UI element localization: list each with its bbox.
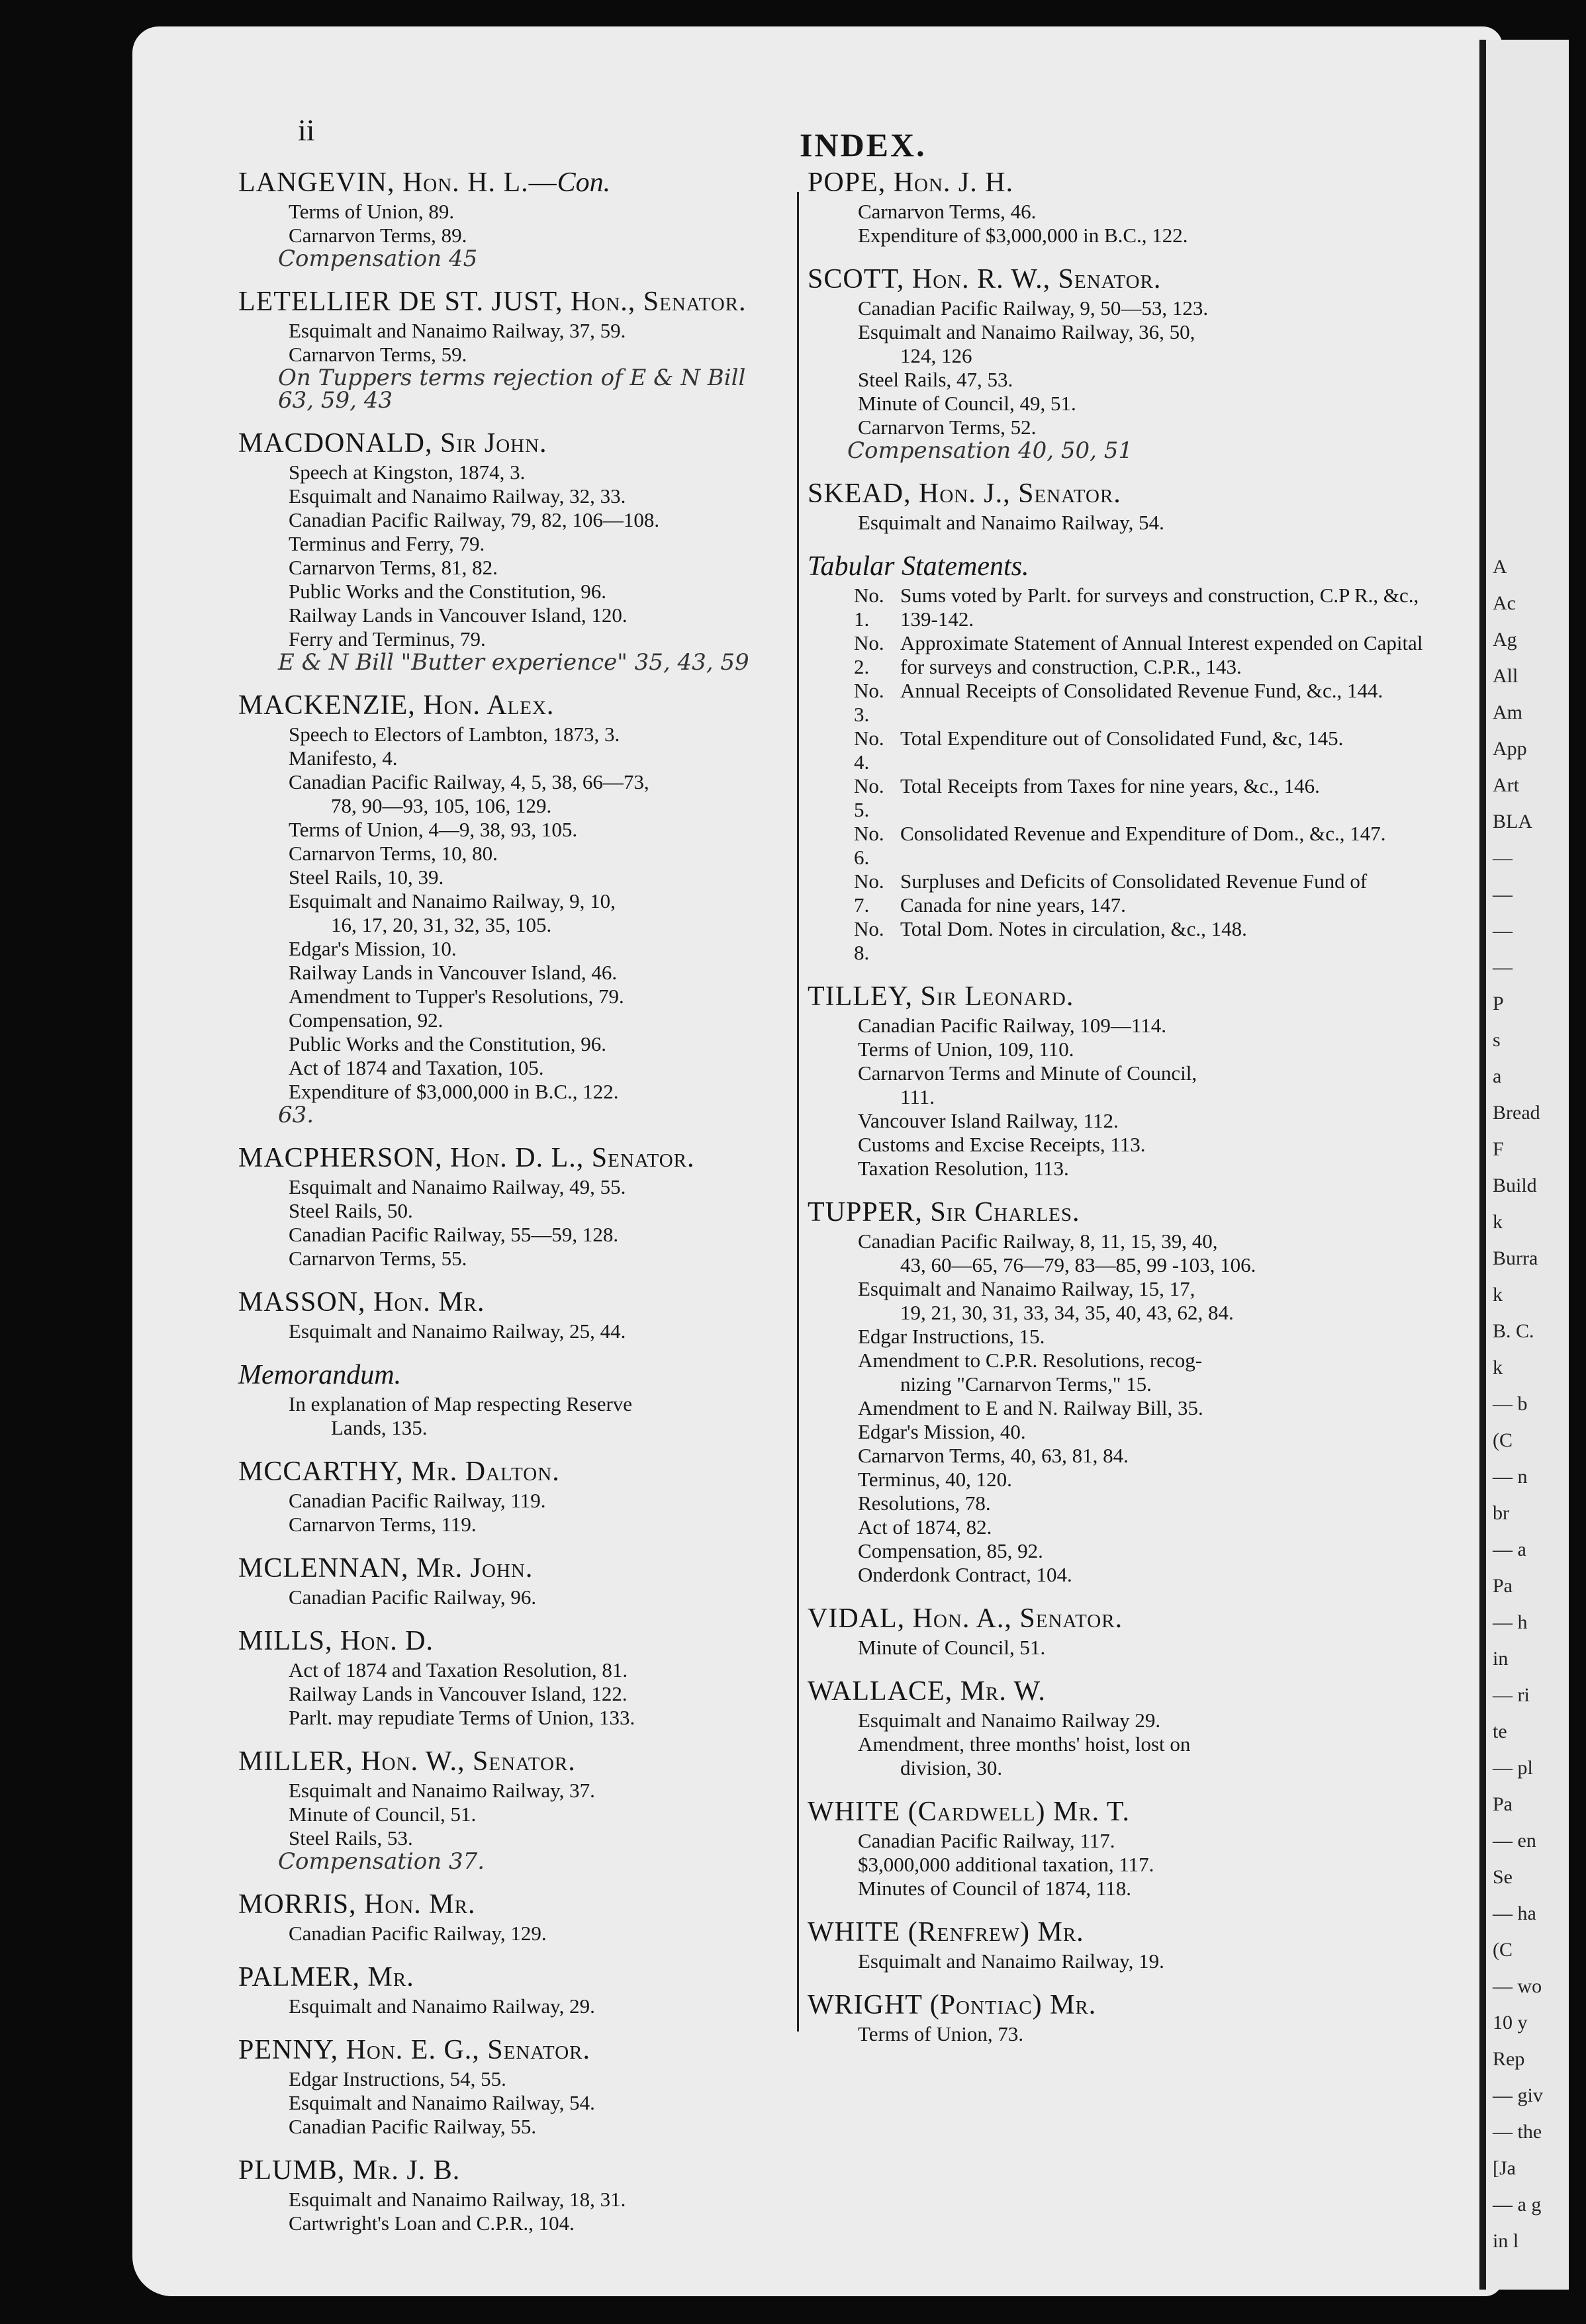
edge-fragment: — a [1493,1539,1526,1560]
statement-number: No. 1. [854,584,884,631]
entry-heading [808,1195,1430,1229]
entry-heading [238,165,834,200]
entry-subitem: 19, 21, 30, 31, 33, 34, 35, 40, 43, 62, 84. [900,1301,1234,1324]
entry-subitem: Carnarvon Terms, 89. [289,224,467,247]
entry-heading [238,1624,834,1658]
entry-continued: Con. [557,167,611,198]
edge-fragment: [Ja [1493,2157,1516,2179]
entry-name: MACDONALD, Sir John. [238,428,547,459]
edge-fragment: — ri [1493,1684,1530,1706]
entry-name: MILLS, Hon. D. [238,1626,434,1656]
entry-subitem: Canadian Pacific Railway, 55. [289,2115,537,2138]
tabular-statement [808,774,1430,822]
entry-heading [238,1285,834,1319]
statement-text: Total Receipts from Taxes for nine years, &c., 146. [900,774,1320,797]
entry-subitem: Esquimalt and Nanaimo Railway, 49, 55. [289,1175,626,1198]
edge-fragment: — a g [1493,2194,1542,2215]
entry-name: PALMER, Mr. [238,1962,414,1992]
entry-subitem: Edgar's Mission, 40. [858,1420,1026,1443]
entry-name: LANGEVIN, Hon. H. L.— [238,167,557,198]
entry-subitem: Canadian Pacific Railway, 129. [289,1922,547,1945]
entry-subitem: 124, 126 [900,344,972,367]
entry-subitem: Cartwright's Loan and C.P.R., 104. [289,2212,575,2235]
entry-subitem: Minute of Council, 51. [858,1636,1046,1659]
entry-name: WRIGHT (Pontiac) Mr. [808,1990,1097,2020]
edge-fragment: All [1493,665,1518,687]
entry-heading [238,688,834,723]
index-entry [238,1551,834,1609]
index-entry [808,1988,1430,2046]
entry-subitem: Esquimalt and Nanaimo Railway, 19. [858,1949,1164,1973]
entry-subitem: Minute of Council, 51. [289,1803,477,1826]
entry-subitem: Amendment to C.P.R. Resolutions, recog- [858,1349,1203,1372]
entry-subitem: Esquimalt and Nanaimo Railway, 32, 33. [289,484,626,508]
handwritten-annotation: Compensation 45 [278,246,478,272]
entry-name: PLUMB, Mr. J. B. [238,2155,461,2186]
entry-subitem: division, 30. [900,1756,1003,1779]
statement-text: Sums voted by Parlt. for surveys and construction, C.P R., &c., 139-142. [900,584,1419,631]
statement-number: No. 6. [854,822,884,869]
entry-name: WHITE (Renfrew) Mr. [808,1917,1084,1947]
index-entry [808,1195,1430,1587]
edge-fragment: Pa [1493,1793,1513,1815]
entry-subitem: Amendment to Tupper's Resolutions, 79. [289,985,624,1008]
entry-name: Memorandum. [238,1360,402,1390]
entry-name: VIDAL, Hon. A., Senator. [808,1603,1123,1634]
edge-fragment: BLA [1493,811,1532,832]
edge-fragment: k [1493,1211,1503,1233]
edge-fragment: — wo [1493,1975,1542,1997]
edge-fragment: F [1493,1138,1504,1160]
index-entry [808,1601,1430,1660]
entry-subitem: Terms of Union, 4—9, 38, 93, 105. [289,818,578,841]
entry-name: MASSON, Hon. Mr. [238,1287,485,1318]
entry-name: PENNY, Hon. E. G., Senator. [238,2035,591,2065]
tabular-statement [808,822,1430,870]
statement-text: Total Expenditure out of Consolidated Fund, &c, 145. [900,727,1344,750]
edge-fragment: s [1493,1029,1501,1051]
entry-subitem: Public Works and the Constitution, 96. [289,580,607,603]
entry-subitem: Terms of Union, 73. [858,2022,1024,2045]
entry-subitem: Carnarvon Terms, 81, 82. [289,556,498,579]
entry-subitem: 43, 60—65, 76—79, 83—85, 99 -103, 106. [900,1253,1256,1276]
index-entry [808,979,1430,1181]
entry-subitem: Compensation, 92. [289,1008,443,1032]
entry-name: LETELLIER DE ST. JUST, Hon., Senator. [238,287,747,317]
entry-subitem: nizing "Carnarvon Terms," 15. [900,1372,1152,1396]
edge-fragment: Burra [1493,1247,1538,1269]
entry-heading [808,476,1430,511]
statement-number: No. 3. [854,679,884,726]
entry-subitem: Canadian Pacific Railway, 4, 5, 38, 66—73, [289,770,649,793]
statement-text: Approximate Statement of Annual Interest expended on Capital for surveys and construction, C.P.R., 143. [900,631,1423,678]
entry-name: TUPPER, Sir Charles. [808,1197,1080,1228]
entry-heading [238,1887,834,1922]
entry-subitem: Compensation, 85, 92. [858,1539,1043,1562]
edge-fragment: (C [1493,1429,1513,1451]
handwritten-annotation: E & N Bill "Butter experience" 35, 43, 59 [278,649,749,676]
index-entry [238,426,834,674]
entry-subitem: Carnarvon Terms, 10, 80. [289,842,498,865]
entry-name: SCOTT, Hon. R. W., Senator. [808,264,1162,294]
tabular-statement [808,679,1430,727]
edge-fragment: Pa [1493,1575,1513,1597]
entry-subitem: Esquimalt and Nanaimo Railway, 54. [289,2091,595,2114]
tabular-statement [808,584,1430,631]
edge-fragment: — ha [1493,1902,1536,1924]
entry-name: WHITE (Cardwell) Mr. T. [808,1797,1130,1827]
edge-fragment: App [1493,738,1527,760]
entry-subitem: Terminus, 40, 120. [858,1468,1012,1491]
entry-subitem: Railway Lands in Vancouver Island, 120. [289,603,628,627]
index-entry [238,1285,834,1343]
entry-heading [808,1674,1430,1709]
statement-text: Annual Receipts of Consolidated Revenue Fund, &c., 144. [900,679,1383,702]
entry-name: Tabular Statements. [808,551,1029,582]
edge-fragment: Ac [1493,592,1516,614]
edge-fragment: br [1493,1502,1509,1524]
entry-subitem: In explanation of Map respecting Reserve [289,1392,633,1415]
entry-subitem: Steel Rails, 47, 53. [858,368,1013,391]
statement-number: No. 7. [854,870,884,916]
entry-subitem: Esquimalt and Nanaimo Railway, 29. [289,1994,595,2018]
handwritten-annotation: 63, 59, 43 [278,387,393,414]
entry-subitem: Act of 1874 and Taxation, 105. [289,1056,544,1079]
handwritten-annotation: Compensation 40, 50, 51 [847,437,1133,464]
index-entry [238,1454,834,1537]
entry-subitem: Steel Rails, 10, 39. [289,866,444,889]
edge-fragment: Am [1493,701,1522,723]
entry-subitem: Public Works and the Constitution, 96. [289,1032,607,1055]
entry-heading [808,979,1430,1014]
entry-subitem: Edgar's Mission, 10. [289,937,457,960]
entry-subitem: Act of 1874 and Taxation Resolution, 81. [289,1658,628,1681]
statement-text: Surpluses and Deficits of Consolidated Revenue Fund of Canada for nine years, 147. [900,870,1368,916]
entry-subitem: Canadian Pacific Railway, 119. [289,1489,546,1512]
entry-subitem: Onderdonk Contract, 104. [858,1563,1072,1586]
entry-subitem: Railway Lands in Vancouver Island, 122. [289,1682,628,1705]
statement-text: Total Dom. Notes in circulation, &c., 148. [900,917,1247,940]
index-entry [238,1141,834,1271]
statement-number: No. 8. [854,917,884,964]
index-column-left [238,165,834,2250]
entry-subitem: Esquimalt and Nanaimo Railway, 9, 10, [289,889,616,913]
entry-subitem: Carnarvon Terms, 46. [858,200,1037,223]
index-entry [238,1624,834,1730]
edge-fragment: — h [1493,1611,1528,1633]
edge-fragment: — [1493,847,1513,869]
entry-heading [808,1795,1430,1829]
entry-subitem: Steel Rails, 53. [289,1826,413,1850]
entry-subitem: Canadian Pacific Railway, 117. [858,1829,1115,1852]
entry-subitem: Steel Rails, 50. [289,1199,413,1222]
edge-fragment: B. C. [1493,1320,1534,1342]
index-entry [808,549,1430,965]
entry-subitem: Customs and Excise Receipts, 113. [858,1133,1146,1156]
entry-subitem: Terms of Union, 89. [289,200,455,223]
entry-name: POPE, Hon. J. H. [808,167,1014,198]
index-entry [238,2153,834,2235]
entry-subitem: Expenditure of $3,000,000 in B.C., 122. [858,224,1188,247]
entry-subitem: Esquimalt and Nanaimo Railway, 36, 50, [858,320,1195,343]
entry-subitem: Canadian Pacific Railway, 109—114. [858,1014,1167,1037]
entry-subitem: Expenditure of $3,000,000 in B.C., 122. [289,1080,619,1103]
index-entry [808,262,1430,462]
entry-subitem: Act of 1874, 82. [858,1515,992,1539]
entry-subitem: Canadian Pacific Railway, 9, 50—53, 123. [858,296,1209,320]
index-entry [808,1674,1430,1780]
entry-subitem: Terms of Union, 109, 110. [858,1038,1074,1061]
index-entry [238,165,834,270]
entry-subitem: Canadian Pacific Railway, 55—59, 128. [289,1223,619,1246]
entry-subitem: Railway Lands in Vancouver Island, 46. [289,961,618,984]
entry-subitem: 111. [900,1085,935,1108]
entry-name: TILLEY, Sir Leonard. [808,981,1074,1012]
edge-fragment: Rep [1493,2048,1525,2070]
index-entry [808,165,1430,247]
index-entry [808,1795,1430,1900]
entry-subitem: Canadian Pacific Railway, 79, 82, 106—108. [289,508,660,531]
edge-fragment: — [1493,920,1513,942]
edge-fragment: — [1493,883,1513,905]
edge-fragment: — b [1493,1393,1528,1415]
entry-name: SKEAD, Hon. J., Senator. [808,478,1121,509]
entry-subitem: Lands, 135. [331,1416,428,1439]
entry-subitem: Esquimalt and Nanaimo Railway, 15, 17, [858,1277,1195,1300]
edge-fragment: in l [1493,2230,1519,2252]
statement-number: No. 4. [854,727,884,774]
entry-subitem: Manifesto, 4. [289,746,398,770]
index-entry [238,285,834,412]
page-number: ii [298,113,315,147]
entry-heading [808,262,1430,296]
edge-fragment: — en [1493,1830,1536,1852]
entry-heading [808,165,1430,200]
entry-subitem: Esquimalt and Nanaimo Railway, 54. [858,511,1164,534]
entry-name: MCLENNAN, Mr. John. [238,1553,534,1584]
edge-fragment: Se [1493,1866,1513,1888]
entry-heading [238,285,834,319]
entry-subitem: Vancouver Island Railway, 112. [858,1109,1119,1132]
entry-subitem: Carnarvon Terms and Minute of Council, [858,1061,1197,1085]
entry-name: WALLACE, Mr. W. [808,1676,1046,1707]
entry-subitem: Speech to Electors of Lambton, 1873, 3. [289,723,620,746]
entry-subitem: Carnarvon Terms, 52. [858,416,1037,439]
index-entry [238,1358,834,1440]
index-entry [238,1744,834,1873]
index-entry [238,688,834,1126]
entry-heading [808,549,1430,584]
index-entry [238,1960,834,2018]
edge-fragment: — giv [1493,2084,1543,2106]
index-entry [238,1887,834,1945]
entry-heading [238,1744,834,1779]
entry-name: MCCARTHY, Mr. Dalton. [238,1456,560,1487]
entry-subitem: Esquimalt and Nanaimo Railway, 18, 31. [289,2188,626,2211]
entry-subitem: Carnarvon Terms, 40, 63, 81, 84. [858,1444,1129,1467]
edge-fragment: P [1493,993,1504,1014]
edge-fragment: (C [1493,1939,1513,1961]
edge-fragment: k [1493,1357,1503,1378]
entry-heading [238,1551,834,1586]
tabular-statement [808,631,1430,679]
entry-heading [238,426,834,461]
entry-name: MORRIS, Hon. Mr. [238,1889,476,1920]
entry-subitem: Carnarvon Terms, 119. [289,1513,477,1536]
entry-subitem: Speech at Kingston, 1874, 3. [289,461,526,484]
edge-fragment: Art [1493,774,1519,796]
entry-subitem: Esquimalt and Nanaimo Railway 29. [858,1709,1161,1732]
index-entry [238,2033,834,2139]
entry-heading [238,2153,834,2188]
entry-subitem: Esquimalt and Nanaimo Railway, 25, 44. [289,1319,626,1343]
entry-heading [238,1141,834,1175]
edge-fragment: — [1493,956,1513,978]
entry-subitem: Carnarvon Terms, 59. [289,343,467,366]
entry-subitem: Canadian Pacific Railway, 8, 11, 15, 39, 40, [858,1229,1218,1253]
entry-subitem: Edgar Instructions, 15. [858,1325,1045,1348]
entry-subitem: 78, 90—93, 105, 106, 129. [331,794,552,817]
tabular-statement [808,917,1430,965]
entry-subitem: Terminus and Ferry, 79. [289,532,485,555]
entry-subitem: Minutes of Council of 1874, 118. [858,1877,1132,1900]
handwritten-annotation: Compensation 37. [278,1848,485,1875]
entry-subitem: Ferry and Terminus, 79. [289,627,486,650]
index-entry [808,476,1430,535]
edge-fragment: 10 y [1493,2012,1528,2033]
edge-fragment: — the [1493,2121,1542,2143]
index-column-right [808,165,1430,2061]
entry-heading [238,2033,834,2067]
statement-text: Consolidated Revenue and Expenditure of Dom., &c., 147. [900,822,1386,845]
entry-subitem: Esquimalt and Nanaimo Railway, 37, 59. [289,319,626,342]
entry-subitem: 16, 17, 20, 31, 32, 35, 105. [331,913,552,936]
page-title: INDEX. [800,126,927,163]
handwritten-annotation: 63. [278,1102,314,1128]
entry-subitem: Minute of Council, 49, 51. [858,392,1076,415]
edge-fragment: a [1493,1065,1502,1087]
edge-fragment: te [1493,1721,1507,1742]
edge-fragment: Ag [1493,629,1517,650]
entry-subitem: Resolutions, 78. [858,1492,991,1515]
statement-number: No. 2. [854,631,884,678]
entry-subitem: $3,000,000 additional taxation, 117. [858,1853,1154,1876]
entry-subitem: Amendment, three months' hoist, lost on [858,1732,1191,1756]
entry-heading [808,1915,1430,1949]
tabular-statement [808,870,1430,917]
entry-heading [238,1960,834,1994]
entry-name: MACKENZIE, Hon. Alex. [238,690,555,721]
statement-number: No. 5. [854,774,884,821]
edge-fragment: A [1493,556,1507,578]
entry-subitem: Parlt. may repudiate Terms of Union, 133. [289,1706,635,1729]
edge-fragment: — n [1493,1466,1528,1488]
entry-heading [238,1358,834,1392]
entry-name: MILLER, Hon. W., Senator. [238,1746,576,1777]
entry-subitem: Edgar Instructions, 54, 55. [289,2067,506,2090]
entry-subitem: Amendment to E and N. Railway Bill, 35. [858,1396,1203,1419]
edge-fragment: — pl [1493,1757,1533,1779]
edge-fragment: Bread [1493,1102,1540,1124]
edge-fragment: in [1493,1648,1509,1670]
adjacent-page-edge [1479,40,1569,2290]
handwritten-annotation: On Tuppers terms rejection of E & N Bill [278,365,746,391]
entry-heading [238,1454,834,1489]
entry-subitem: Canadian Pacific Railway, 96. [289,1586,537,1609]
entry-heading [808,1988,1430,2022]
entry-subitem: Taxation Resolution, 113. [858,1157,1069,1180]
edge-fragment: k [1493,1284,1503,1306]
tabular-statement [808,727,1430,774]
entry-name: MACPHERSON, Hon. D. L., Senator. [238,1143,695,1173]
entry-subitem: Esquimalt and Nanaimo Railway, 37. [289,1779,595,1802]
entry-heading [808,1601,1430,1636]
edge-fragment: Build [1493,1175,1537,1196]
entry-subitem: Carnarvon Terms, 55. [289,1247,467,1270]
index-entry [808,1915,1430,1973]
